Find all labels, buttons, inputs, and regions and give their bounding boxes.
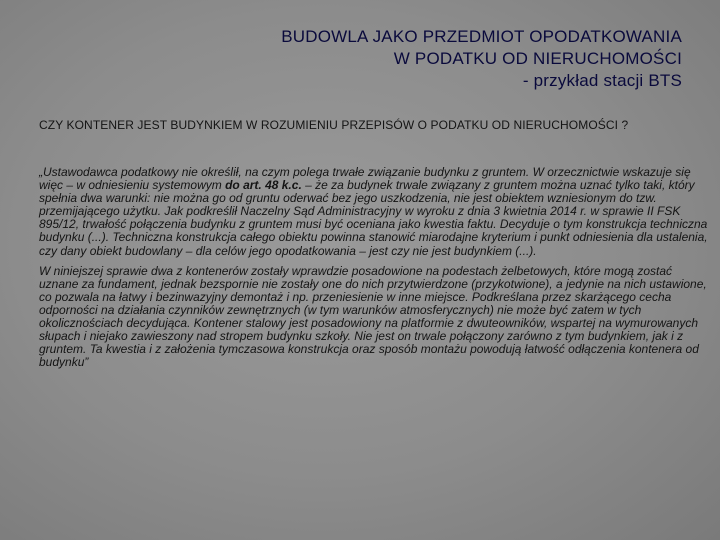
slide-title bbox=[82, 26, 682, 92]
title-line-2: W PODATKU OD NIERUCHOMOŚCI bbox=[393, 49, 682, 68]
quote-paragraph-2: W niniejszej sprawie dwa z kontenerów zostały wprawdzie posadowione na podestach żelbetowych, które mogą zostać uznane za fundament, jednak bezspornie nie zostały one do nich przytwierdzone (przykotwione), a jedynie na nich ustawione, co pozwala na łatwy i bezinwazyjny demontaż i np. przeniesienie w inne miejsce. Podkreślana przez skarżącego cecha odporności na działania czynników zewnętrznych (w tym warunków atmosferycznych) nie może być zatem w tych okolicznościach decydująca. Kontener stalowy jest posadowiony na platformie z dwuteowników, wspartej na wymurowanych słupach i niejako zawieszony nad stropem budynku szkoły. Nie jest on trwale połączony zarówno z tym budynkiem, jak i z gruntem. Ta kwestia i z założenia tymczasowa konstrukcja oraz sposób montażu powodują łatwość odłączenia kontenera od budynku” bbox=[39, 263, 707, 370]
paragraph-1-text-after: – że za budynek trwale związany z gruntem można uznać tylko taki, który spełnia dwa warunki: nie można go od gruntu oderwać bez jego uszkodzenia, nie jest obiektem wzniesionym do tzw. przemijającego użytku. Jak podkreślił Naczelny Sąd Administracyjny w wyroku z dnia 3 kwietnia 2014 r. w sprawie II FSK 895/12, trwałość połączenia budynku z gruntem musi być oceniana jako kwestia faktu. Decyduje o tym konstrukcja techniczna budynku (...). Techniczna konstrukcja całego obiektu powinna stanowić miarodajne kryterium i punkt odniesienia dla ustalenia, czy dany obiekt budowlany – dla celów jego opodatkowania – jest czy nie jest budynkiem (...). bbox=[39, 178, 708, 258]
title-line-3: - przykład stacji BTS bbox=[522, 71, 682, 90]
question-text: CZY KONTENER JEST BUDYNKIEM W ROZUMIENIU PRZEPISÓW O PODATKU OD NIERUCHOMOŚCI ? bbox=[39, 118, 629, 132]
legal-reference: do art. 48 k.c. bbox=[225, 178, 302, 193]
paragraph-1-text-before: „Ustawodawca podatkowy nie określił, na czym polega trwałe związanie budynku z gruntem. W orzecznictwie wskazuje się więc – w odniesieniu systemowym bbox=[39, 165, 691, 193]
quote-paragraph-1 bbox=[39, 166, 711, 258]
title-line-1: BUDOWLA JAKO PRZEDMIOT OPODATKOWANIA bbox=[281, 27, 682, 46]
slide-body bbox=[39, 119, 711, 376]
